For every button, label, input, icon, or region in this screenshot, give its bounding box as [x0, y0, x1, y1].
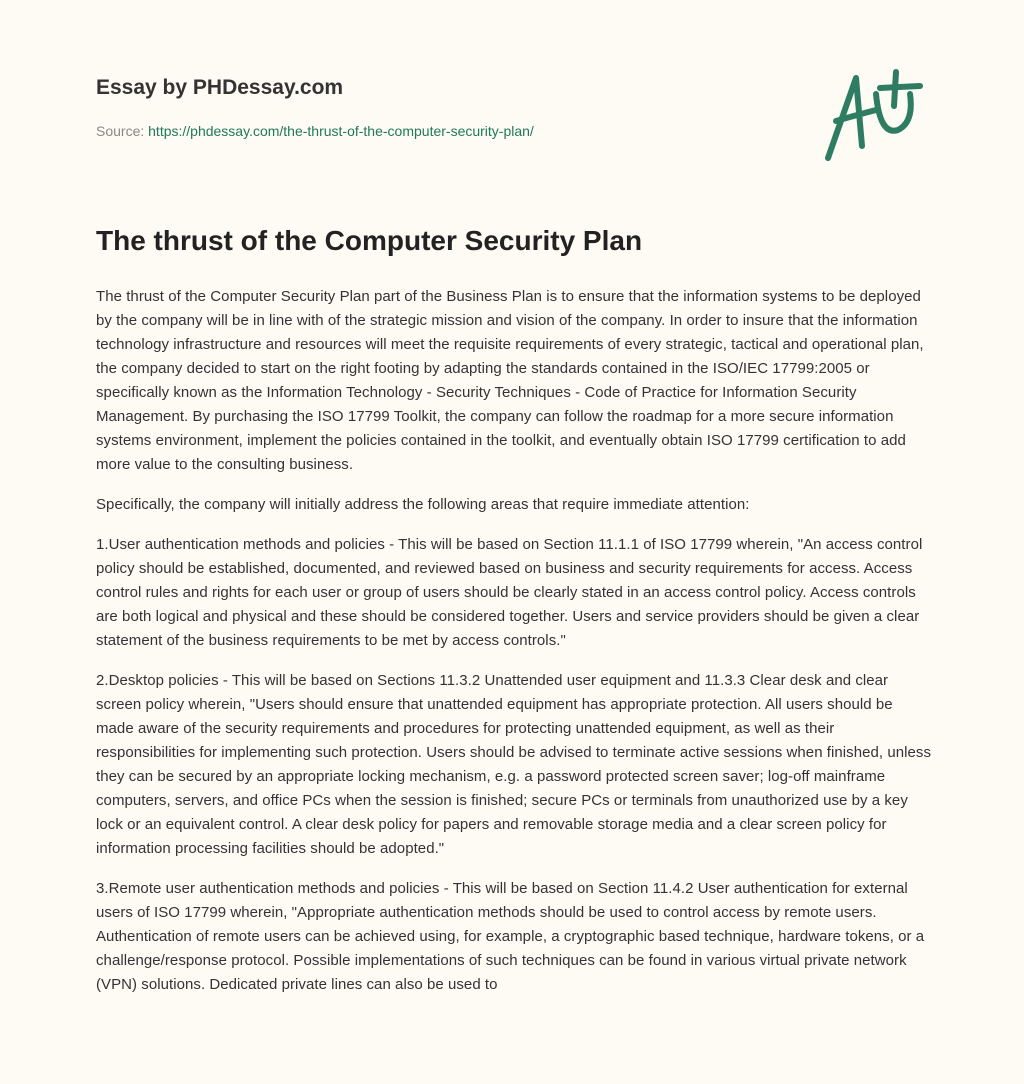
paragraph: 2.Desktop policies - This will be based on Sections 11.3.2 Unattended user equipment and 11.3.3 Clear desk and clear screen policy wherein, "Users should ensure that unattended equipment has appropriate protection. All users should be made aware of the security requirements and procedures for protecting unattended equipment, as well as their responsibilities for implementing such protection. Users should be advised to terminate active sessions when finished, unless they can be secured by an appropriate locking mechanism, e.g. a password protected screen saver; log-off mainframe computers, servers, and office PCs when the session is finished; secure PCs or terminals from unauthorized use by a key lock or an equivalent control. A clear desk policy for papers and removable storage media and a clear screen policy for information processing facilities should be adopted."	[96, 672, 932, 857]
paragraph: Specifically, the company will initially address the following areas that require immediate attention:	[96, 496, 750, 513]
paragraph: 1.User authentication methods and policies - This will be based on Section 11.1.1 of ISO 17799 wherein, "An access control policy should be established, documented, and reviewed based on business and security requirements for access. Access control rules and rights for each user or group of users should be clearly stated in an access control policy. Access controls are both logical and physical and these should be considered together. Users and service providers should be given a clear statement of the business requirements to be met by access controls."	[96, 536, 923, 649]
paragraph: 3.Remote user authentication methods and policies - This will be based on Section 11.4.2 User authentication for external users of ISO 17799 wherein, "Appropriate authentication methods should be used to control access by remote users. Authentication of remote users can be achieved using, for example, a cryptographic based technique, hardware tokens, or a challenge/response protocol. Possible implementations of such techniques can be found in various virtual private network (VPN) solutions. Dedicated private lines can also be used to	[96, 880, 925, 993]
site-brand: Essay by PHDessay.com	[96, 76, 344, 99]
source-label: Source:	[96, 123, 145, 139]
a-plus-logo-icon	[818, 66, 928, 166]
source-link[interactable]: https://phdessay.com/the-thrust-of-the-computer-security-plan/	[148, 123, 534, 139]
source-line	[96, 123, 534, 139]
essay-body	[96, 285, 932, 1013]
paragraph: The thrust of the Computer Security Plan part of the Business Plan is to ensure that the information systems to be deployed by the company will be in line with of the strategic mission and vision of the company. In order to insure that the information technology infrastructure and resources will meet the requisite requirements of every strategic, tactical and operational plan, the company decided to start on the right footing by adapting the standards contained in the ISO/IEC 17799:2005 or specifically known as the Information Technology - Security Techniques - Code of Practice for Information Security Management. By purchasing the ISO 17799 Toolkit, the company can follow the roadmap for a more secure information systems environment, implement the policies contained in the toolkit, and eventually obtain ISO 17799 certification to add more value to the consulting business.	[96, 288, 924, 473]
essay-title: The thrust of the Computer Security Plan	[96, 225, 643, 256]
